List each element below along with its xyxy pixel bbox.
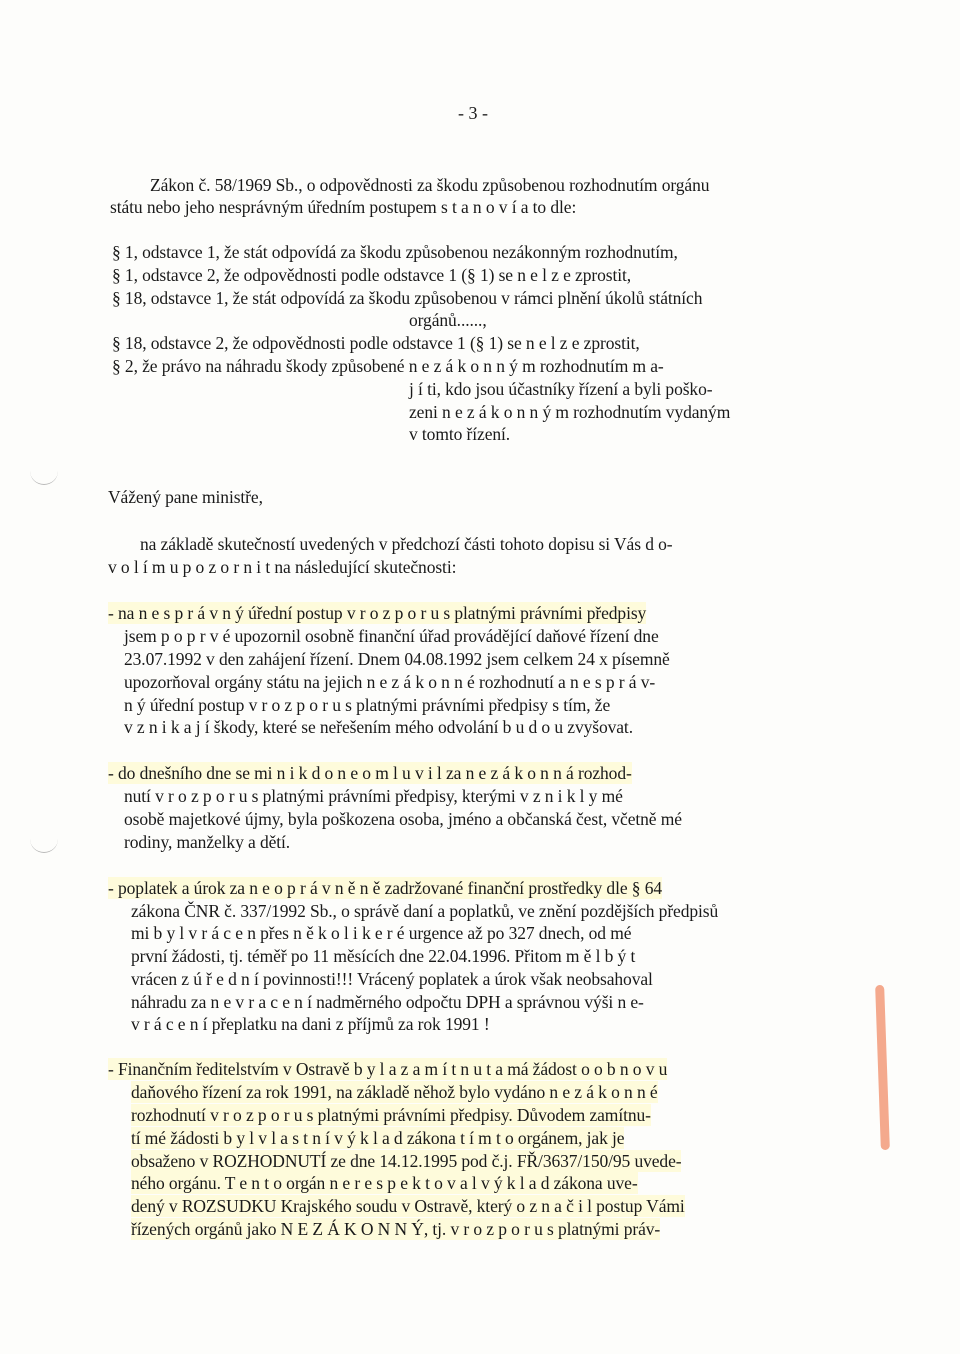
text-line: rodiny, manželky a dětí. (124, 832, 291, 852)
text-line: jsem p o p r v é upozornil osobně finanční úřad provádějící daňové řízení dne (124, 626, 659, 646)
text-line: státu nebo jeho nesprávným úředním postupem s t a n o v í a to dle: (110, 197, 577, 217)
text-line: Vážený pane ministře, (108, 487, 263, 507)
text-line: § 18, odstavce 2, že odpovědnosti podle odstavce 1 (§ 1) se n e l z e zprostit, (112, 333, 640, 353)
text-line: na základě skutečností uvedených v předchozí části tohoto dopisu si Vás d o- (140, 534, 673, 554)
text-line: v tomto řízení. (409, 424, 511, 444)
margin-mark (30, 470, 58, 485)
text-line: první žádosti, tj. téměř po 11 měsících dne 22.04.1996. Přitom m ě l b ý t (131, 946, 636, 966)
text-line: rozhodnutí v r o z p o r u s platnými právními předpisy. Důvodem zamítnu- (131, 1105, 651, 1125)
text-line: náhradu za n e v r a c e n í nadměrného odpočtu DPH a správnou výši n e- (131, 992, 644, 1012)
text-line: ného orgánu. T e n t o orgán n e r e s p e k t o v a l v ý k l a d zákona uve- (131, 1173, 638, 1193)
text-line: - Finančním ředitelstvím v Ostravě b y l a z a m í t n u t a má žádost o o b n o v u (108, 1059, 668, 1079)
text-line: j í ti, kdo jsou účastníky řízení a byli poško- (409, 379, 713, 399)
text-line: obsaženo v ROZHODNUTÍ ze dne 14.12.1995 pod č.j. FŘ/3637/150/95 uvede- (131, 1151, 682, 1171)
text-line: - poplatek a úrok za n e o p r á v n ě n ě zadržované finanční prostředky dle § 64 (108, 878, 663, 898)
text-line: zeni n e z á k o n n ý m rozhodnutím vydaným (409, 402, 731, 422)
text-line: v z n i k a j í škody, které se neřešením mého odvolání b u d o u zvyšovat. (124, 717, 633, 737)
margin-mark (30, 838, 58, 853)
text-line: Zákon č. 58/1969 Sb., o odpovědnosti za škodu způsobenou rozhodnutím orgánu (150, 175, 710, 195)
text-line: tí mé žádosti b y l v l a s t n í v ý k l a d zákona t í m t o orgánem, jak je (131, 1128, 625, 1148)
text-line: nutí v r o z p o r u s platnými právními předpisy, kterými v z n i k l y mé (124, 786, 623, 806)
text-line: § 1, odstavce 1, že stát odpovídá za škodu způsobenou nezákonným rozhodnutím, (112, 242, 678, 262)
text-line: vrácen z ú ř e d n í povinnosti!!! Vrácený poplatek a úrok však neobsahoval (131, 969, 653, 989)
text-line: dený v ROZSUDKU Krajského soudu v Ostravě, který o z n a č i l postup Vámi (131, 1196, 685, 1216)
page-number: - 3 - (458, 103, 488, 123)
text-line: - na n e s p r á v n ý úřední postup v r o z p o r u s platnými právními předpisy (108, 603, 647, 623)
highlighter-mark (875, 985, 890, 1150)
text-line: - do dnešního dne se mi n i k d o n e o m l u v i l za n e z á k o n n á rozhod- (108, 763, 632, 783)
text-line: daňového řízení za rok 1991, na základě něhož bylo vydáno n e z á k o n n é (131, 1082, 658, 1102)
text-line: 23.07.1992 v den zahájení řízení. Dnem 04.08.1992 jsem celkem 24 x písemně (124, 649, 670, 669)
text-line: n ý úřední postup v r o z p o r u s platnými právními předpisy s tím, že (124, 695, 611, 715)
text-line: § 2, že právo na náhradu škody způsobené n e z á k o n n ý m rozhodnutím m a- (112, 356, 664, 376)
text-line: zákona ČNR č. 337/1992 Sb., o správě daní a poplatků, ve znění pozdějších předpisů (131, 901, 719, 921)
text-line: orgánů......, (409, 310, 487, 330)
text-line: § 1, odstavce 2, že odpovědnosti podle odstavce 1 (§ 1) se n e l z e zprostit, (112, 265, 632, 285)
text-line: mi b y l v r á c e n přes n ě k o l i k e r é urgence až po 327 dnech, od mé (131, 923, 632, 943)
text-line: osobě majetkové újmy, byla poškozena osoba, jméno a občanská čest, včetně mé (124, 809, 682, 829)
text-line: řízených orgánů jako N E Z Á K O N N Ý, tj. v r o z p o r u s platnými práv- (131, 1219, 661, 1239)
text-line: v r á c e n í přeplatku na dani z příjmů za rok 1991 ! (131, 1014, 490, 1034)
text-line: § 18, odstavce 1, že stát odpovídá za škodu způsobenou v rámci plnění úkolů státních (112, 288, 703, 308)
text-line: v o l í m u p o z o r n i t na následující skutečnosti: (108, 557, 457, 577)
text-line: upozorňoval orgány státu na jejich n e z á k o n n é rozhodnutí a n e s p r á v- (124, 672, 656, 692)
